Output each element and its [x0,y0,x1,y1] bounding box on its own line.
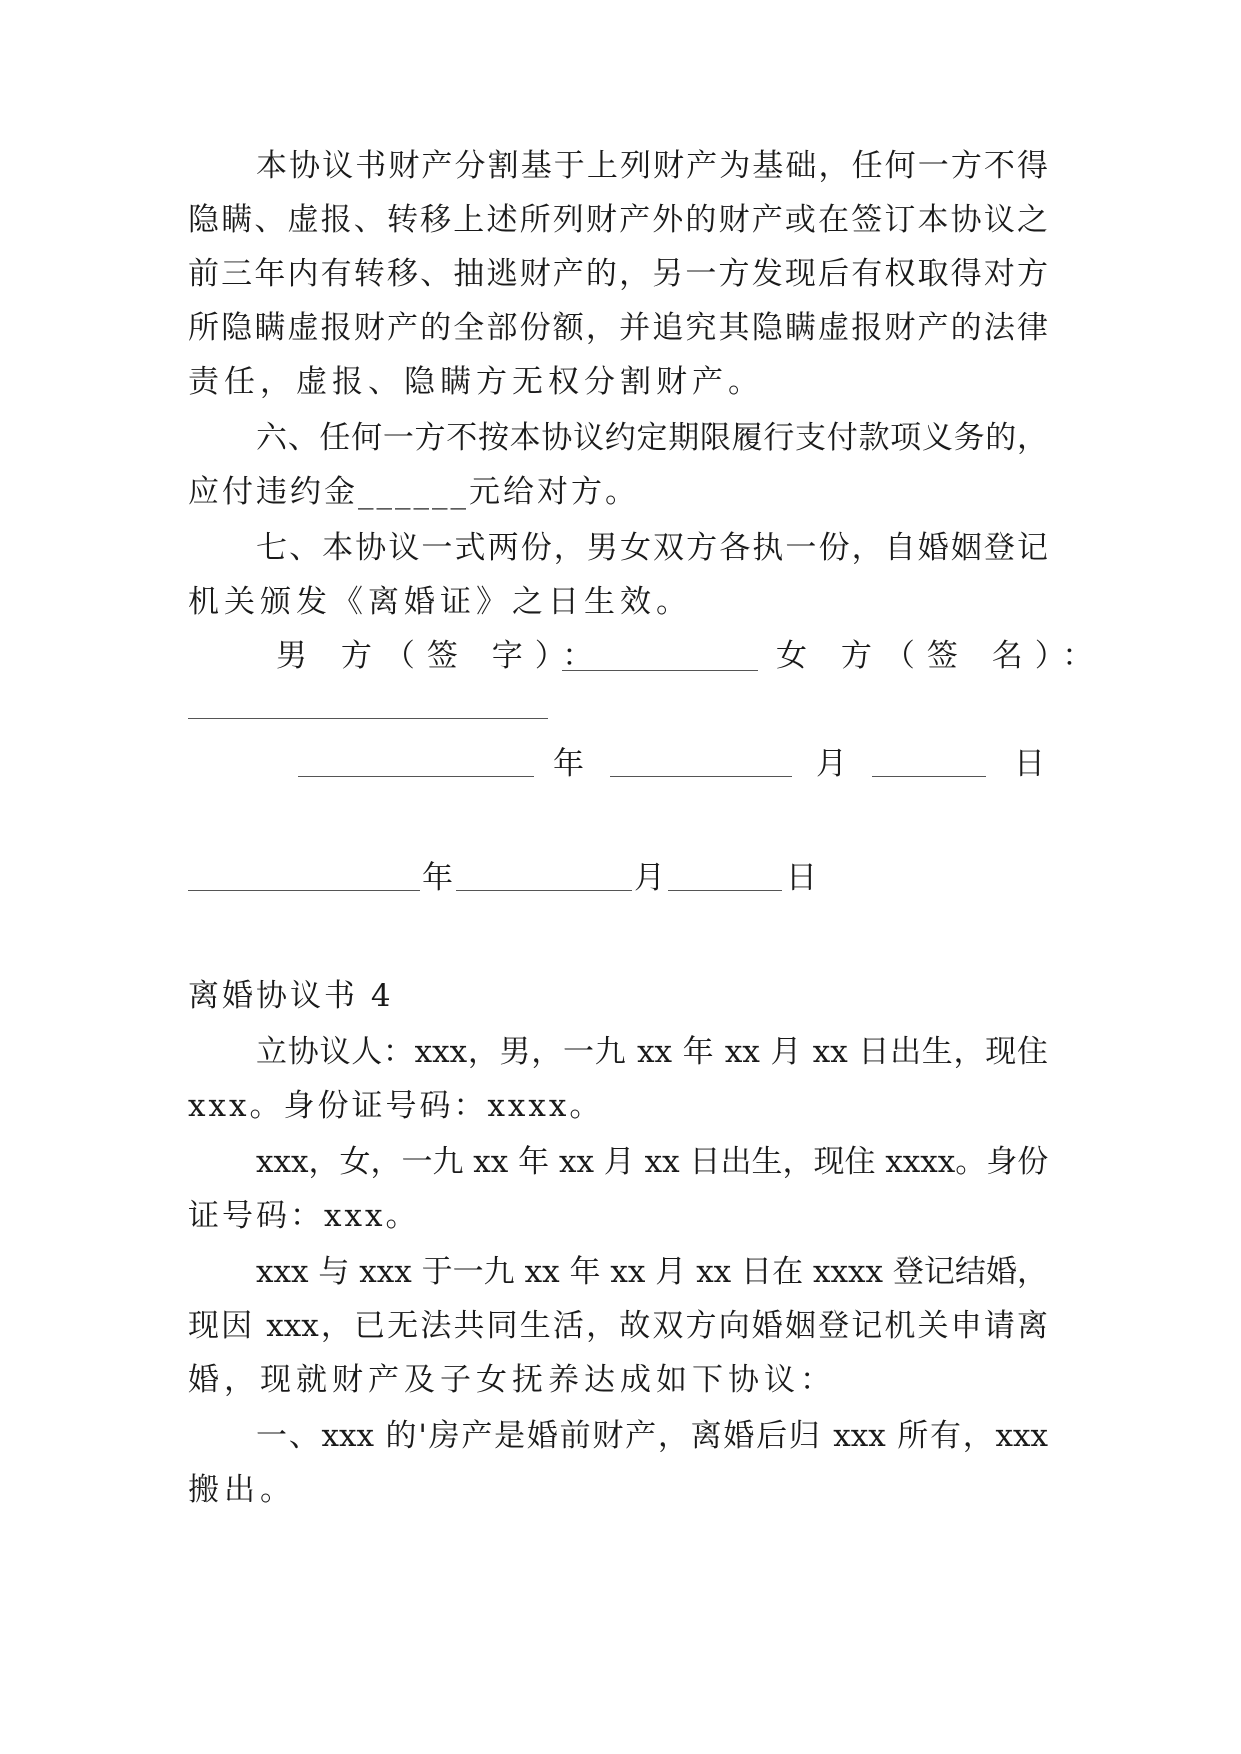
paragraph-line: 所隐瞒虚报财产的全部份额，并追究其隐瞒虚报财产的法律 [188,310,1048,346]
female-signature-label: 女 方（签 名）： [776,638,1106,674]
paragraph-line: 责任，虚报、隐瞒方无权分割财产。 [188,364,764,400]
female-signature-line[interactable] [188,718,548,719]
paragraph-line: 本协议书财产分割基于上列财产为基础，任何一方不得 [256,148,1048,184]
paragraph-line: 证号码：xxx。 [188,1198,420,1234]
date-year-label: 年 [422,860,453,896]
date-month-line[interactable] [456,890,632,891]
section-title: 离婚协议书 4 [188,978,394,1014]
date-day-line[interactable] [668,890,782,891]
paragraph-line: 前三年内有转移、抽逃财产的，另一方发现后有权取得对方 [188,256,1048,292]
date-month-label: 月 [816,746,847,782]
date-month-line[interactable] [610,776,792,777]
date-day-label: 日 [786,860,817,896]
paragraph-line: 一、xxx 的'房产是婚前财产，离婚后归 xxx 所有，xxx [256,1418,1048,1454]
clause-six-line: 应付违约金______元给对方。 [188,474,639,510]
paragraph-line: 搬出。 [188,1472,296,1508]
male-signature-line[interactable] [562,670,758,671]
paragraph-line: 隐瞒、虚报、转移上述所列财产外的财产或在签订本协议之 [188,202,1048,238]
date-year-line[interactable] [188,890,420,891]
clause-six-line: 六、任何一方不按本协议约定期限履行支付款项义务的， [256,420,1048,456]
paragraph-line: 婚，现就财产及子女抚养达成如下协议： [188,1362,836,1398]
paragraph-line: xxx 与 xxx 于一九 xx 年 xx 月 xx 日在 xxxx 登记结婚， [256,1254,1048,1290]
clause-seven-line: 七、本协议一式两份，男女双方各执一份，自婚姻登记 [256,530,1048,566]
date-month-label: 月 [634,860,665,896]
paragraph-line: xxx。身份证号码：xxxx。 [188,1088,604,1124]
date-day-line[interactable] [872,776,986,777]
paragraph-line: 现因 xxx，已无法共同生活，故双方向婚姻登记机关申请离 [188,1308,1048,1344]
male-signature-label: 男 方（签 字）： [276,638,606,674]
date-day-label: 日 [1014,746,1045,782]
paragraph-line: 立协议人：xxx，男，一九 xx 年 xx 月 xx 日出生，现住 [256,1034,1048,1070]
date-year-label: 年 [553,746,584,782]
date-year-line[interactable] [298,776,534,777]
clause-seven-line: 机关颁发《离婚证》之日生效。 [188,584,692,620]
paragraph-line: xxx，女，一九 xx 年 xx 月 xx 日出生，现住 xxxx。身份 [256,1144,1049,1180]
